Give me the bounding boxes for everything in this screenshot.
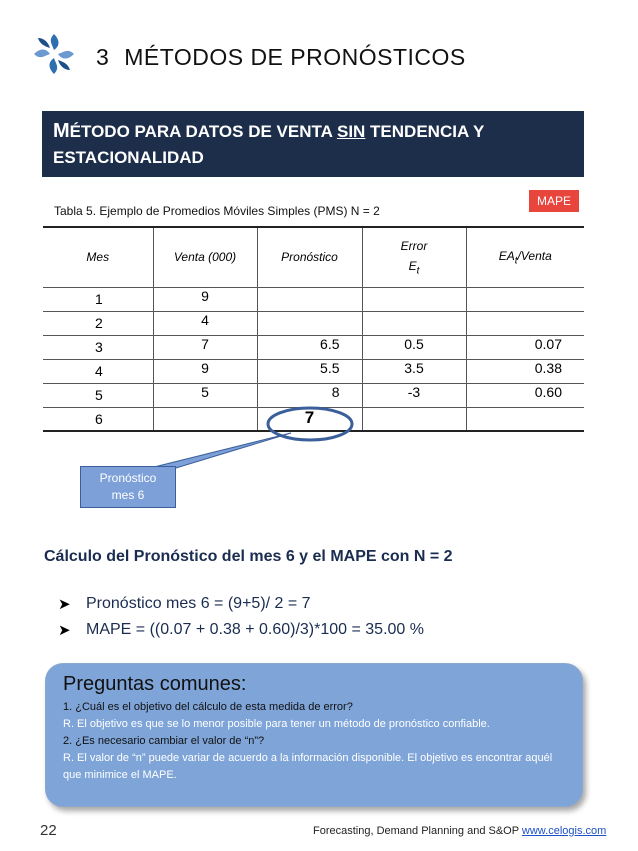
footer-text (313, 825, 606, 837)
section-title: MÉTODOS DE PRONÓSTICOS (124, 44, 466, 70)
calc-title: Cálculo del Pronóstico del mes 6 y el MAPE con N = 2 (44, 548, 453, 565)
header-error-symbol: E (408, 258, 417, 273)
bullet-text: Pronóstico mes 6 = (9+5)/ 2 = 7 (86, 595, 311, 612)
cell-error (362, 287, 466, 311)
cell-ea (466, 287, 584, 311)
header-mes: Mes (43, 227, 153, 287)
pms-table (43, 226, 584, 432)
cell-ea: 0.07 (466, 335, 584, 359)
table-row (43, 407, 584, 431)
table-row (43, 359, 584, 383)
cell-error (362, 407, 466, 431)
table-row (43, 335, 584, 359)
cell-mes: 6 (43, 407, 153, 431)
celogis-logo-icon (30, 30, 78, 78)
header-pronostico: Pronóstico (257, 227, 362, 287)
mape-badge: MAPE (529, 190, 579, 212)
header-ea-sub: t (514, 254, 518, 266)
cell-ea (466, 311, 584, 335)
cell-mes: 5 (43, 383, 153, 407)
banner-line-2: ESTACIONALIDAD (53, 148, 204, 167)
arrow-bullet-icon: ➤ (58, 622, 71, 639)
cell-mes: 2 (43, 311, 153, 335)
cell-error: 0.5 (362, 335, 466, 359)
faq-title: Preguntas comunes: (63, 673, 247, 695)
page-title (96, 44, 466, 71)
banner-text-b: TENDENCIA Y (365, 122, 485, 141)
header-ea: EA (498, 248, 515, 263)
cell-error: -3 (362, 383, 466, 407)
header-error (362, 227, 466, 287)
table-row (43, 311, 584, 335)
calc-bullet-mape (58, 621, 424, 639)
faq-answer-1: R. El objetivo es que se lo menor posible para tener un método de pronóstico confiable. (63, 718, 490, 730)
cell-venta: 4 (153, 311, 257, 335)
cell-pronostico: 8 (257, 383, 362, 407)
page-number: 22 (40, 822, 57, 839)
table-caption: Tabla 5. Ejemplo de Promedios Móviles Simples (PMS) N = 2 (54, 204, 380, 218)
footer-label: Forecasting, Demand Planning and S&OP (313, 825, 522, 837)
header-venta: Venta (000) (153, 227, 257, 287)
cell-error: 3.5 (362, 359, 466, 383)
faq-answer-2: R. El valor de “n” puede variar de acuerdo a la información disponible. El objetivo es encontrar aquél que minimice el MAPE. (63, 752, 553, 781)
cell-mes: 1 (43, 287, 153, 311)
banner-line-1 (53, 118, 574, 145)
table-row (43, 287, 584, 311)
header-venta-ratio: /Venta (517, 248, 552, 263)
cell-venta: 9 (153, 359, 257, 383)
cell-venta: 9 (153, 287, 257, 311)
callout-line-1: Pronóstico (99, 471, 157, 485)
cell-error (362, 311, 466, 335)
cell-mes: 4 (43, 359, 153, 383)
cell-pronostico-mes6: 7 (257, 407, 362, 431)
header-error-line1: Error (400, 238, 428, 253)
cell-ea: 0.60 (466, 383, 584, 407)
cell-ea: 0.38 (466, 359, 584, 383)
cell-mes: 3 (43, 335, 153, 359)
cell-venta (153, 407, 257, 431)
banner-underlined: SIN (336, 122, 366, 141)
header-ea-venta (466, 227, 584, 287)
callout-pointer (150, 433, 291, 468)
cell-pronostico: 6.5 (257, 335, 362, 359)
forecast-callout (80, 466, 176, 508)
cell-pronostico: 5.5 (257, 359, 362, 383)
cell-venta: 5 (153, 383, 257, 407)
cell-venta: 7 (153, 335, 257, 359)
banner-initial: M (53, 120, 70, 142)
bullet-text: MAPE = ((0.07 + 0.38 + 0.60)/3)*100 = 35.00 % (86, 621, 424, 638)
calc-bullet-forecast (58, 595, 311, 613)
cell-pronostico (257, 311, 362, 335)
cell-ea (466, 407, 584, 431)
header-error-sub: t (416, 264, 420, 276)
cell-pronostico (257, 287, 362, 311)
table-row (43, 383, 584, 407)
section-number: 3 (96, 44, 110, 70)
section-banner (42, 111, 584, 177)
callout-line-2: mes 6 (111, 488, 145, 502)
faq-question-2: 2. ¿Es necesario cambiar el valor de “n”? (63, 735, 265, 747)
faq-box (45, 663, 583, 807)
banner-text-a: ÉTODO PARA DATOS DE VENTA (69, 122, 337, 141)
table-header-row (43, 227, 584, 287)
faq-question-1: 1. ¿Cuál es el objetivo del cálculo de esta medida de error? (63, 701, 353, 713)
arrow-bullet-icon: ➤ (58, 596, 71, 613)
footer-link[interactable]: www.celogis.com (521, 825, 607, 837)
